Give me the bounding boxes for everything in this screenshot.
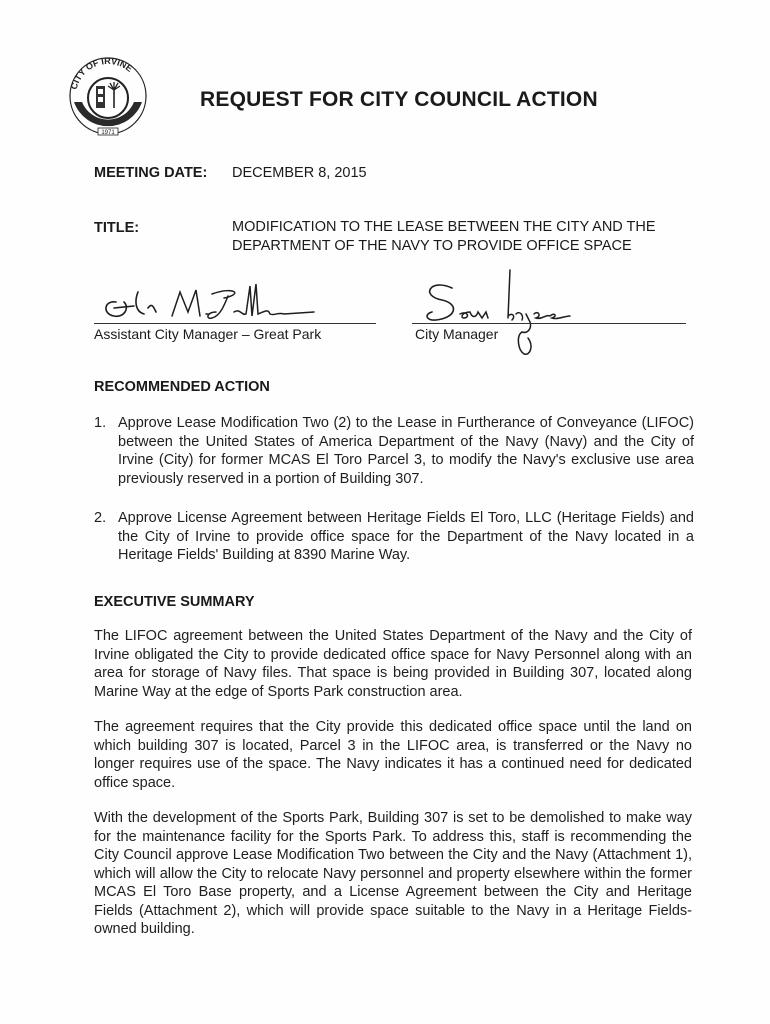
list-item-number: 1.: [94, 415, 107, 431]
summary-paragraph: The LIFOC agreement between the United States Department of the Navy and the City of Irvine obligated the City to provide dedicated office space for Navy Personnel along with an area for storage of Navy files. That space is being provided in Building 307, located along Marine Way at the edge of Sports Park construction area.: [94, 628, 692, 700]
list-item: [94, 509, 694, 565]
assistant-city-manager-caption: Assistant City Manager – Great Park: [94, 326, 322, 342]
svg-text:1971: 1971: [101, 130, 115, 136]
page-title: REQUEST FOR CITY COUNCIL ACTION: [200, 88, 598, 111]
summary-paragraph: With the development of the Sports Park, Building 307 is set to be demolished to make way for the maintenance facility for the Sports Park. To address this, staff is recommending the City Council approve Lease Modification Two between the City and the Navy (Attachment 1), which will allow the City to relocate Navy personnel and property elsewhere within the former MCAS El Toro Base property, and a License Agreement between the City and Heritage Fields (Attachment 2), which will provide space suitable to the Navy in a Heritage Fields-owned building.: [94, 810, 692, 937]
city-of-irvine-seal-logo: [62, 46, 154, 138]
list-item-number: 2.: [94, 510, 107, 526]
svg-text:CITY OF IRVINE: CITY OF IRVINE: [68, 55, 135, 91]
list-item-text: Approve Lease Modification Two (2) to the Lease in Furtherance of Conveyance (LIFOC) between the United States of America Department of the Navy (Navy) and the City of Irvine (City) for former MCAS El Toro Parcel 3, to modify the Navy's exclusive use area previously reserved in a portion of Building 307.: [118, 415, 694, 487]
meeting-date-label: MEETING DATE:: [94, 165, 208, 181]
executive-summary-body: [94, 627, 692, 956]
signature-line-left: [94, 323, 376, 324]
list-item: [94, 414, 694, 488]
title-line-1: MODIFICATION TO THE LEASE BETWEEN THE CITY AND THE: [232, 219, 656, 235]
title-line-2: DEPARTMENT OF THE NAVY TO PROVIDE OFFICE SPACE: [232, 238, 632, 254]
city-manager-caption: City Manager: [415, 326, 499, 342]
assistant-city-manager-signature: [94, 272, 324, 324]
list-item-text: Approve License Agreement between Heritage Fields El Toro, LLC (Heritage Fields) and the City of Irvine to provide office space for the Department of the Navy located in a Heritage Fields' Building at 8390 Marine Way.: [118, 510, 694, 563]
recommended-action-list: [94, 414, 694, 586]
recommended-action-heading: RECOMMENDED ACTION: [94, 379, 270, 395]
city-manager-signature: [412, 266, 582, 358]
title-label: TITLE:: [94, 220, 140, 236]
signature-line-right: [412, 323, 686, 324]
summary-paragraph: The agreement requires that the City provide this dedicated office space until the land on which building 307 is located, Parcel 3 in the LIFOC area, is transferred or the Navy no longer requires use of the space. The Navy indicates it has a continued need for dedicated office space.: [94, 719, 692, 791]
executive-summary-heading: EXECUTIVE SUMMARY: [94, 594, 255, 610]
meeting-date-value: DECEMBER 8, 2015: [232, 165, 367, 181]
